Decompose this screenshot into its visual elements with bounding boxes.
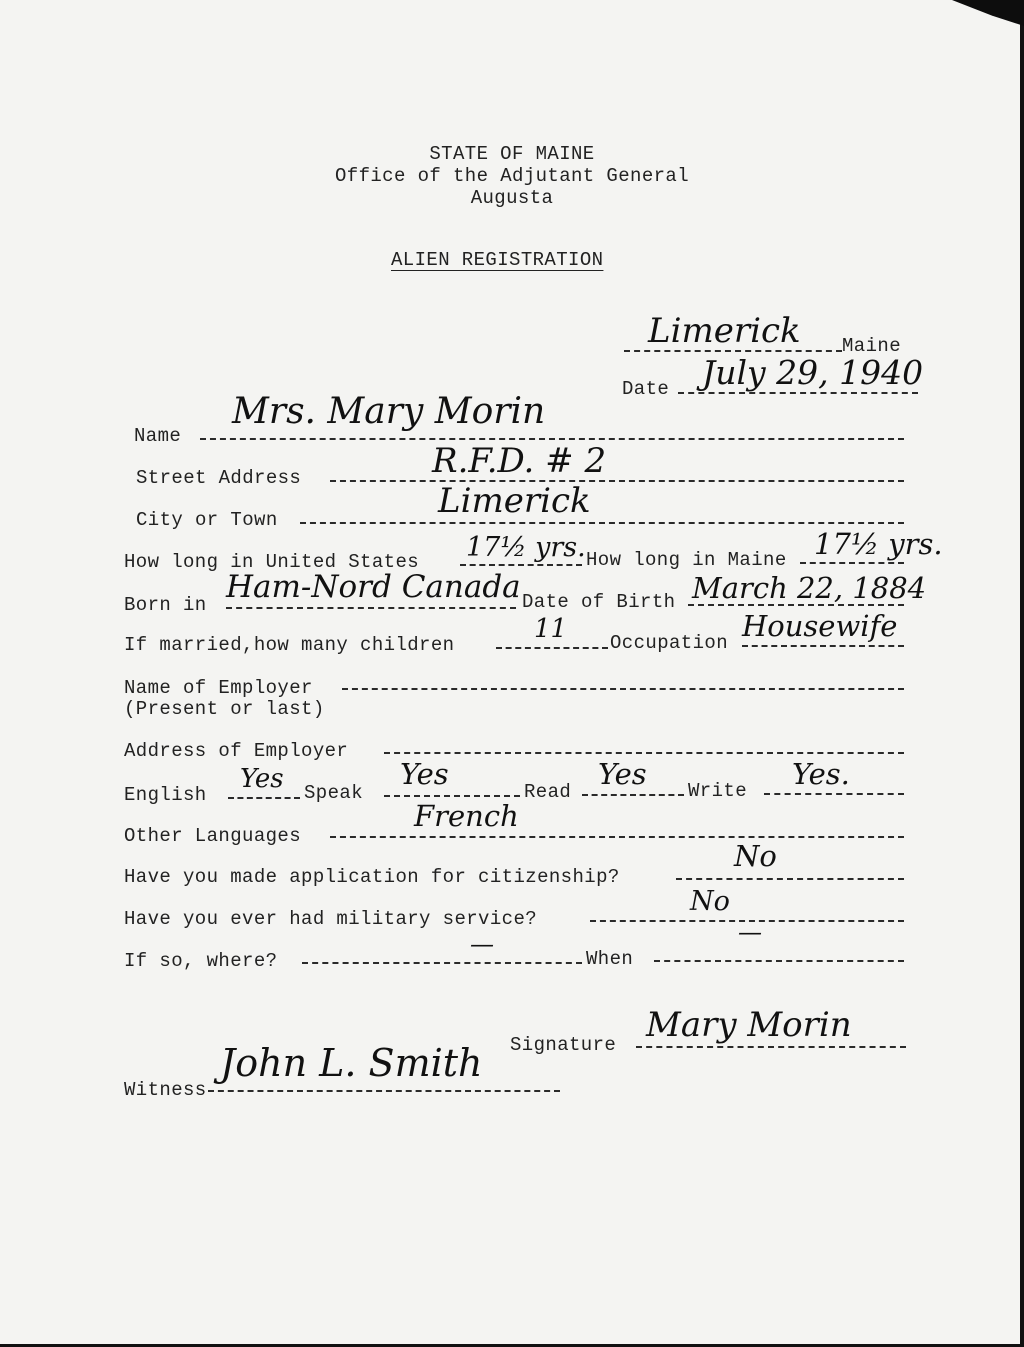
city-label: City or Town: [136, 509, 278, 531]
write-label: Write: [688, 780, 748, 802]
other-languages-label: Other Languages: [124, 825, 302, 847]
employer-name-label: Name of Employer: [124, 677, 313, 699]
born-in-value: Ham-Nord Canada: [226, 569, 521, 605]
name-value: Mrs. Mary Morin: [232, 391, 546, 432]
born-in-line: [226, 607, 516, 609]
witness-line: [208, 1090, 560, 1092]
when-line: [654, 960, 904, 962]
when-value: —: [738, 918, 762, 946]
citizenship-label: Have you made application for citizenship?: [124, 866, 620, 888]
read-label: Read: [524, 781, 572, 803]
other-languages-value: French: [414, 799, 519, 833]
date-value: July 29, 1940: [702, 353, 924, 392]
place-value: Limerick: [648, 311, 801, 351]
where-value: —: [470, 930, 494, 958]
signature-line: [636, 1046, 906, 1048]
signature-label: Signature: [510, 1034, 617, 1056]
occupation-label: Occupation: [610, 632, 729, 654]
english-value: Yes: [240, 764, 284, 794]
city-line: [300, 522, 904, 524]
us-duration-value: 17½ yrs.: [466, 532, 586, 563]
witness-label: Witness: [124, 1079, 207, 1101]
write-line: [764, 793, 904, 795]
children-line: [496, 647, 608, 649]
name-label: Name: [134, 425, 182, 447]
where-line: [302, 962, 582, 964]
occupation-value: Housewife: [742, 609, 898, 643]
birth-date-label: Date of Birth: [522, 591, 676, 613]
english-label: English: [124, 784, 207, 806]
witness-value: John L. Smith: [220, 1041, 483, 1085]
maine-duration-label: How long in Maine: [586, 549, 787, 571]
read-line: [582, 794, 684, 796]
english-line: [228, 797, 300, 799]
citizenship-value: No: [734, 839, 777, 873]
scan-corner-mark: [944, 0, 1024, 26]
us-duration-line: [460, 564, 582, 566]
when-label: When: [586, 948, 634, 970]
employer-name-sublabel: (Present or last): [124, 698, 325, 720]
street-line: [330, 480, 904, 482]
street-value: R.F.D. # 2: [432, 441, 607, 481]
header-state: STATE OF MAINE: [429, 143, 595, 165]
us-duration-label: How long in United States: [124, 551, 420, 573]
place-label: Maine: [842, 335, 902, 357]
where-label: If so, where?: [124, 950, 278, 972]
children-value: 11: [534, 614, 568, 644]
name-line: [200, 438, 904, 440]
date-label: Date: [622, 378, 670, 400]
birth-date-value: March 22, 1884: [692, 571, 927, 605]
write-value: Yes.: [792, 757, 850, 791]
citizenship-line: [676, 878, 904, 880]
speak-label: Speak: [304, 782, 364, 804]
employer-address-label: Address of Employer: [124, 740, 349, 762]
date-line: [678, 392, 918, 394]
scan-edge-right: [1020, 0, 1024, 1347]
header-city: Augusta: [470, 187, 554, 209]
maine-duration-value: 17½ yrs.: [814, 527, 943, 561]
military-value: No: [690, 886, 730, 917]
employer-name-line: [342, 688, 904, 690]
children-label: If married,how many children: [124, 634, 455, 656]
employer-address-line: [384, 752, 904, 754]
signature-value: Mary Morin: [646, 1005, 852, 1045]
speak-value: Yes: [400, 757, 449, 791]
city-value: Limerick: [438, 481, 591, 521]
occupation-line: [742, 645, 904, 647]
maine-duration-line: [800, 562, 904, 564]
street-label: Street Address: [136, 467, 302, 489]
military-label: Have you ever had military service?: [124, 908, 538, 930]
born-in-label: Born in: [124, 594, 207, 616]
form-title: ALIEN REGISTRATION: [391, 249, 604, 271]
other-languages-line: [330, 836, 904, 838]
speak-line: [384, 795, 520, 797]
header-office: Office of the Adjutant General: [334, 165, 690, 187]
read-value: Yes: [598, 757, 647, 791]
